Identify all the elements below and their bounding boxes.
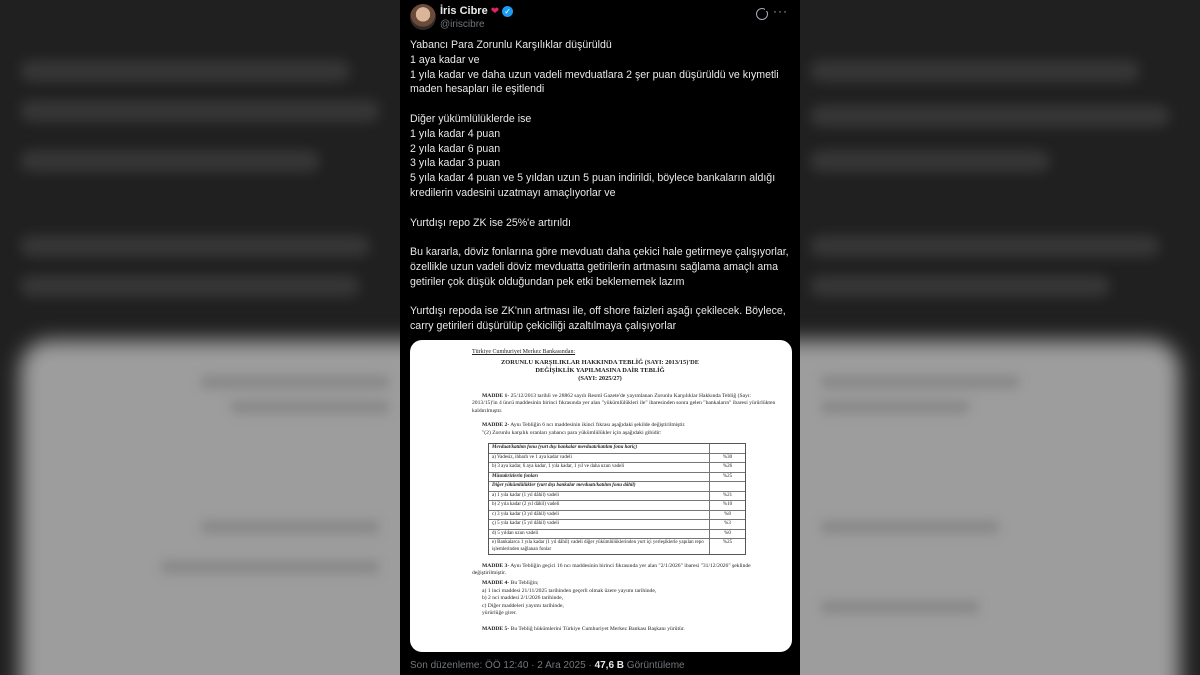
tweet-line: kredilerin vadesini uzatmayı amaçlıyorlar ve [410, 186, 616, 199]
table-cell-label: Müstakrizlerin fonları [492, 473, 538, 479]
table-cell-value [709, 482, 745, 491]
reserve-rate-table [488, 443, 746, 555]
tweet-header [410, 4, 790, 32]
tweet-line: Yurtdışı repoda ise ZK'nın artması ile, off shore faizleri aşağı çekilecek. Böylece, [410, 305, 786, 318]
tweet-line: maden hesapları ile eşitlendi [410, 83, 545, 96]
table-cell-label: Diğer yükümlülükler (yurt dışı bankalar mevduatı/katılım fonu dâhil) [492, 483, 636, 488]
table-row [489, 473, 745, 483]
tweet-paragraph [410, 304, 790, 334]
table-cell-value: %25 [709, 539, 745, 554]
tweet-paragraph [410, 112, 790, 201]
doc-madde-4-items: a) 1 inci maddesi 21/11/2025 tarihinden geçerli olmak üzere yayımı tarihinde, b) 2 nci maddesi 2/1/2026 tarihinde, c) Diğer maddeleri yayımı tarihinde, yürürlüğe girer. [482, 588, 657, 617]
tweet-paragraph [410, 216, 790, 231]
table-row [489, 492, 745, 502]
table-row [489, 463, 745, 473]
doc-madde-4: MADDE 4- Bu Tebliğin; [482, 580, 539, 586]
author-name[interactable]: İris Cibre [440, 5, 488, 17]
doc-madde-1: MADDE 1- 25/12/2013 tarihli ve 28862 sayılı Resmî Gazete'de yayımlanan Zorunlu Karşılıklar Hakkında Tebliğ (Sayı: 2013/15)'in 4 üncü maddesinin birinci fıkrasında yer alan "yükümlülükleri ile" ibaresinden sonra gelen "bankaların" ibaresi yürürlükten kaldırılmıştır. [472, 393, 776, 414]
tweet-line: 1 yıla kadar 4 puan [410, 127, 501, 140]
tweet-line: 2 yıla kadar 6 puan [410, 142, 501, 155]
table-cell-value: %10 [709, 501, 745, 510]
tweet-line: 1 yıla kadar ve daha uzun vadeli mevduatlara 2 şer puan düşürüldü ve kıymetli [410, 68, 779, 81]
doc-madde-5: MADDE 5- Bu Tebliğ hükümlerini Türkiye Cumhuriyet Merkez Bankası Başkanı yürütür. [482, 626, 685, 632]
table-cell-label: a) Vadesiz, ihbarlı ve 1 aya kadar vadeli [492, 454, 572, 460]
table-row [489, 520, 745, 530]
doc-madde-3: MADDE 3- Aynı Tebliğin geçici 16 ncı maddesinin birinci fıkrasında yer alan "2/1/2026" ibaresi "31/12/2026" şeklinde değiştirilmiştir. [472, 563, 751, 577]
doc-madde-2-quote: "(2) Zorunlu karşılık oranları yabancı para yükümlülükler için aşağıdaki gibidir: [482, 430, 662, 436]
author-handle[interactable]: @iriscibre [440, 19, 485, 30]
attached-document-image[interactable] [410, 340, 792, 652]
tweet-line: 1 aya kadar ve [410, 53, 480, 66]
tweet-line: Diğer yükümlülüklerde ise [410, 112, 532, 125]
table-cell-label: c) 3 yıla kadar (3 yıl dâhil) vadeli [492, 511, 560, 517]
doc-title: ZORUNLU KARŞILIKLAR HAKKINDA TEBLİĞ (SAYI: 2013/15)'DE DEĞİŞİKLİK YAPILMASINA DAİR TEBLİĞ (SAYI: 2025/27) [501, 359, 699, 382]
doc-intro: Türkiye Cumhuriyet Merkez Bankasından: [472, 349, 576, 355]
verified-badge-icon: ✓ [502, 6, 513, 17]
grok-icon[interactable] [756, 8, 768, 20]
table-cell-value: %30 [709, 454, 745, 463]
table-row [489, 454, 745, 464]
table-row [489, 530, 745, 540]
table-cell-value: %26 [709, 463, 745, 472]
table-cell-label: b) 2 yıla kadar (2 yıl dâhil) vadeli [492, 502, 560, 507]
table-row [489, 501, 745, 511]
tweet-line: Yabancı Para Zorunlu Karşılıklar düşürüldü [410, 39, 612, 51]
red-heart-icon: ❤ [490, 5, 500, 17]
tweet-line: Bu kararla, döviz fonlarına göre mevduatı daha çekici hale getirmeye çalışıyorlar, [410, 246, 789, 259]
tweet-meta [410, 660, 685, 671]
table-cell-label: d) 5 yıldan uzun vadeli [492, 530, 539, 536]
table-cell-label: Mevduat/katılım fonu (yurt dışı bankalar mevduatı/katılım fonu hariç) [492, 445, 638, 450]
edited-timestamp[interactable]: Son düzenleme: ÖÖ 12:40 · 2 Ara 2025 · [410, 660, 595, 671]
avatar[interactable] [410, 4, 436, 30]
tweet-paragraph [410, 38, 790, 97]
table-cell-label: a) 1 yıla kadar (1 yıl dâhil) vadeli [492, 492, 560, 498]
tweet-line: 5 yıla kadar 4 puan ve 5 yıldan uzun 5 puan indirildi, böylece bankaların aldığı [410, 172, 776, 185]
tweet-panel [400, 0, 800, 675]
table-cell-value [709, 444, 745, 453]
tweet-line: 3 yıla kadar 3 puan [410, 157, 501, 170]
tweet-paragraph [410, 245, 790, 289]
tweet-line: özellikle uzun vadeli döviz mevduatta getirilerin artmasını sağlama amaçlı ama [410, 260, 779, 273]
table-row [489, 482, 745, 492]
tweet-line: Yurtdışı repo ZK ise 25%'e artırıldı [410, 216, 572, 229]
table-cell-label: ç) 5 yıla kadar (5 yıl dâhil) vadeli [492, 521, 560, 526]
table-cell-value: %8 [709, 511, 745, 520]
table-row [489, 539, 745, 554]
doc-madde-2: MADDE 2- Aynı Tebliğin 6 ncı maddesinin ikinci fıkrası aşağıdaki şekilde değiştirilmiştir. [482, 422, 686, 428]
table-cell-value: %25 [709, 473, 745, 482]
table-row [489, 511, 745, 521]
table-cell-label: e) Bankalarca 1 yıla kadar (1 yıl dâhil) vadeli diğer yükümlülüklerinden yurt içi yerleşiklerle yapılan repo işlemlerinden sağlanan fonlar [492, 540, 704, 552]
table-cell-value: %3 [709, 520, 745, 529]
tweet-line: getiriler çok düşük olduğundan pek etki beklememek lazım [410, 275, 685, 288]
table-cell-value: %21 [709, 492, 745, 501]
table-cell-value: %0 [709, 530, 745, 539]
view-count: 47,6 B [594, 660, 625, 671]
tweet-text [410, 38, 790, 349]
table-row [489, 444, 745, 454]
view-label: Görüntüleme [624, 660, 685, 671]
tweet-line: carry getirileri düşürülüp çekiciliği azaltılmaya çalışıyorlar [410, 320, 677, 333]
more-options-icon[interactable]: ··· [773, 4, 788, 18]
table-cell-label: b) 3 aya kadar, 6 aya kadar, 1 yıla kadar, 1 yıl ve daha uzun vadeli [492, 464, 625, 469]
